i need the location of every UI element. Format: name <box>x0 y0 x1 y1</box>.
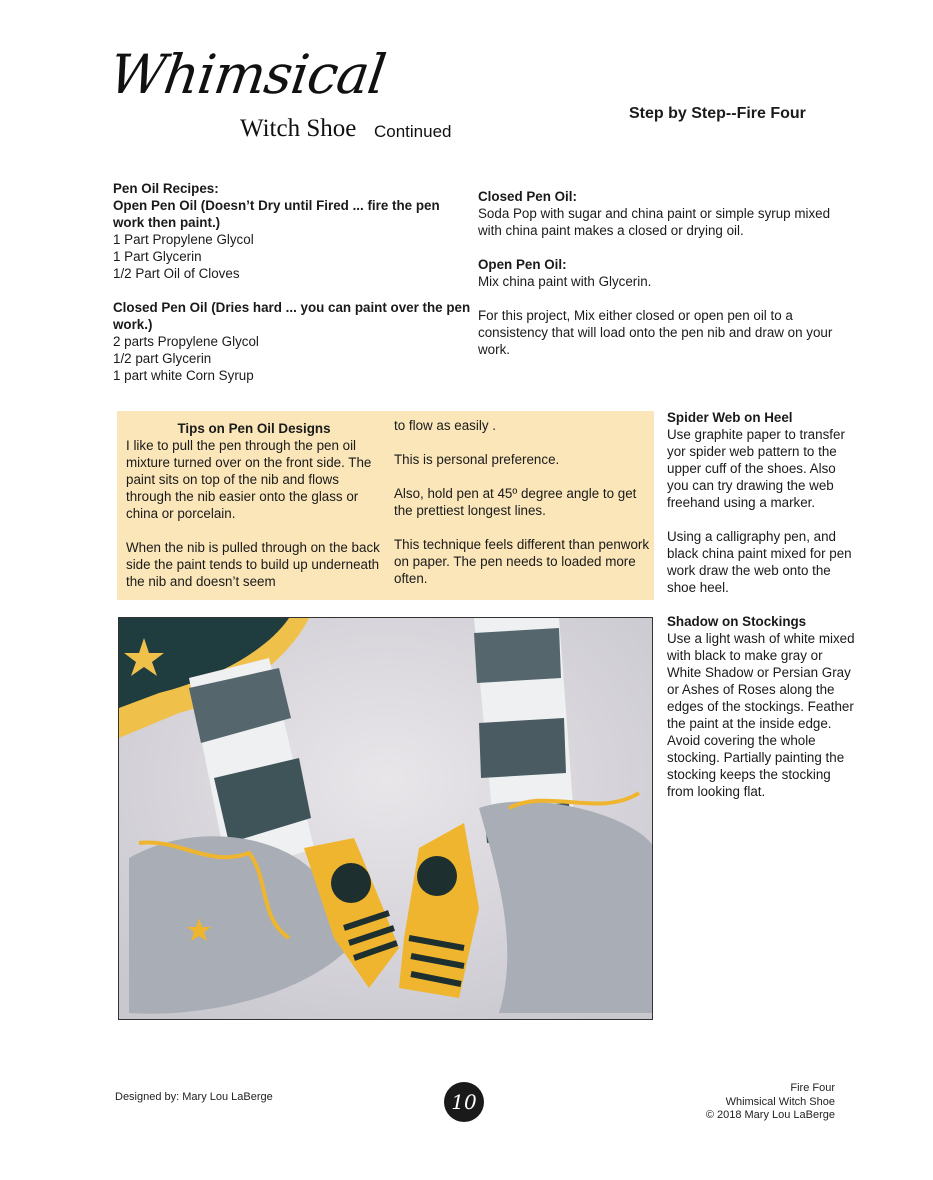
tips-paragraph: to flow as easily . <box>394 418 496 433</box>
page-number-badge: 10 <box>444 1082 484 1122</box>
pen-oil-notes <box>478 188 838 358</box>
open-pen-oil-title: Open Pen Oil: <box>478 257 567 272</box>
open-pen-oil-text: Mix china paint with Glycerin. <box>478 274 652 289</box>
open-recipe-item: 1/2 Part Oil of Cloves <box>113 266 240 281</box>
project-text: For this project, Mix either closed or open pen oil to a consistency that will load onto the pen nib and draw on your work. <box>478 308 833 357</box>
recipes-heading: Pen Oil Recipes: <box>113 181 219 196</box>
spider-web-title: Spider Web on Heel <box>667 410 793 425</box>
footer-line: Whimsical Witch Shoe <box>725 1095 835 1108</box>
tips-paragraph: This technique feels different than penwork on paper. The pen needs to loaded more often. <box>394 537 650 586</box>
spider-web-text: Use graphite paper to transfer yor spider web pattern to the upper cuff of the shoes. Also you can try drawing the web freehand using a marker. <box>667 427 845 510</box>
tips-paragraph: I like to pull the pen through the pen oil mixture turned over on the front side. The paint sits on top of the nib and flows through the nib easier onto the glass or china or porcelain. <box>126 438 372 521</box>
closed-recipe-item: 1/2 part Glycerin <box>113 351 212 366</box>
footer-copyright: © 2018 Mary Lou LaBerge <box>705 1109 835 1121</box>
witch-shoe-illustration <box>119 618 653 1020</box>
title-continued-label: Continued <box>374 122 452 141</box>
pen-oil-recipes <box>113 180 473 384</box>
step-title: Step by Step--Fire Four <box>629 105 806 122</box>
footer-line: Fire Four <box>790 1082 835 1094</box>
closed-pen-oil-title: Closed Pen Oil: <box>478 189 577 204</box>
designer-credit: Designed by: Mary Lou LaBerge <box>115 1091 273 1103</box>
open-recipe-item: 1 Part Glycerin <box>113 249 202 264</box>
closed-recipe-item: 2 parts Propylene Glycol <box>113 334 259 349</box>
sidebar-notes <box>667 409 857 800</box>
tips-title: Tips on Pen Oil Designs <box>177 421 331 436</box>
closed-pen-oil-heading: Closed Pen Oil (Dries hard ... you can paint over the pen work.) <box>113 300 471 332</box>
spider-web-text: Using a calligraphy pen, and black china paint mixed for pen work draw the web onto the shoe heel. <box>667 529 852 595</box>
open-pen-oil-heading: Open Pen Oil (Doesn’t Dry until Fired ... fire the pen work then paint.) <box>113 198 440 230</box>
tips-column-2 <box>394 417 650 587</box>
shadow-stockings-text: Use a light wash of white mixed with black to make gray or White Shadow or Persian Gray or Ashes of Roses along the edges of the stockings. Feather the paint at the inside edge. Avoid covering the whole stocking. Partially painting the stocking keeps the stocking from looking flat. <box>667 631 855 799</box>
tips-paragraph: Also, hold pen at 45º degree angle to get the prettiest longest lines. <box>394 486 637 518</box>
witch-shoe-photo <box>118 617 653 1020</box>
tips-column-1 <box>126 420 382 590</box>
title-logo-subtitle: Witch Shoe <box>240 115 357 142</box>
tips-paragraph: When the nib is pulled through on the back side the paint tends to build up underneath the nib and doesn’t seem <box>126 540 380 589</box>
closed-pen-oil-text: Soda Pop with sugar and china paint or simple syrup mixed with china paint makes a closed or drying oil. <box>478 206 831 238</box>
shadow-stockings-title: Shadow on Stockings <box>667 614 807 629</box>
footer-credits <box>706 1082 835 1123</box>
title-logo-script: Whimsical <box>105 43 389 106</box>
open-recipe-item: 1 Part Propylene Glycol <box>113 232 254 247</box>
closed-recipe-item: 1 part white Corn Syrup <box>113 368 254 383</box>
tips-paragraph: This is personal preference. <box>394 452 560 467</box>
